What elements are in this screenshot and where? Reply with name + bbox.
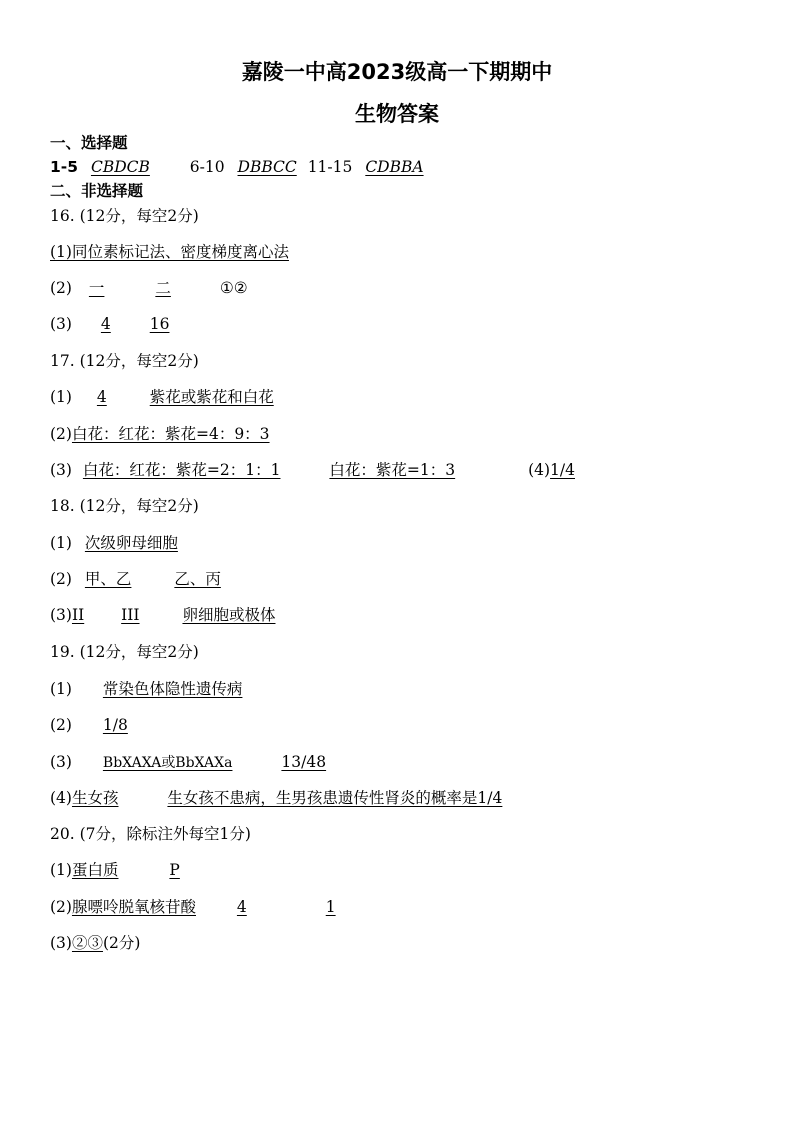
q20-answer-3-text: ②③ bbox=[71, 934, 103, 952]
q20-answer-2c: 1 bbox=[325, 898, 336, 916]
q16-heading: 16. (12分，每空2分) bbox=[50, 207, 199, 225]
q19-part-1-label: (1) bbox=[50, 680, 72, 698]
choice-group-1-label: 1-5 bbox=[50, 158, 79, 176]
q16-answer-2c: ①② bbox=[219, 279, 248, 297]
q20-answer-1b: P bbox=[169, 861, 180, 879]
q20-answer-1a: 蛋白质 bbox=[71, 861, 119, 879]
q20-part-3-label: (3) bbox=[50, 934, 72, 952]
q17-answer-1b: 紫花或紫花和白花 bbox=[149, 388, 274, 406]
q19-answer-4b: 生女孩不患病，生男孩患遗传性肾炎的概率是1/4 bbox=[167, 789, 503, 807]
q16-part-2-label: (2) bbox=[50, 279, 72, 297]
q18-answer-3 bbox=[50, 604, 275, 626]
section-nonchoice-heading: 二、非选择题 bbox=[50, 182, 144, 200]
q18-answer-3b: III bbox=[121, 606, 140, 624]
q17-answer-3a: 白花：红花：紫花=2：1：1 bbox=[82, 461, 281, 479]
page-subtitle: 生物答案 bbox=[355, 102, 439, 126]
choice-group-3-answers: CDBBA bbox=[365, 158, 424, 176]
q17-answer-1a: 4 bbox=[96, 388, 107, 406]
choice-group-2-label: 6-10 bbox=[189, 158, 225, 176]
q19-answer-3b: 13/48 bbox=[281, 753, 327, 771]
q17-part-2-label: (2) bbox=[50, 425, 72, 443]
choice-answers-row bbox=[50, 156, 424, 178]
q16-part-3-label: (3) bbox=[50, 315, 72, 333]
q18-part-3-label: (3) bbox=[50, 606, 72, 624]
page-title: 嘉陵一中高2023级高一下期期中 bbox=[241, 60, 553, 84]
q18-answer-2b: 乙、丙 bbox=[174, 570, 221, 588]
q19-part-4-label: (4) bbox=[50, 789, 72, 807]
q17-heading: 17. (12分，每空2分) bbox=[50, 352, 199, 370]
q18-heading: 18. (12分，每空2分) bbox=[50, 497, 199, 515]
q20-part-1-label: (1) bbox=[50, 861, 72, 879]
q20-answer-3-note: (2分) bbox=[102, 934, 141, 952]
q20-answer-3 bbox=[50, 932, 140, 954]
q19-answer-2-text: 1/8 bbox=[102, 716, 128, 734]
q17-answer-1 bbox=[50, 386, 278, 408]
q17-answer-2-text: 白花：红花：紫花=4：9：3 bbox=[71, 425, 270, 443]
q18-answer-1-text: 次级卵母细胞 bbox=[84, 534, 178, 552]
q20-answer-1 bbox=[50, 859, 180, 881]
q16-answer-2b: 二 bbox=[155, 279, 171, 297]
q17-part-4-label: (4) bbox=[528, 461, 551, 479]
q20-part-2-label: (2) bbox=[50, 898, 72, 916]
q19-answer-4a: 生女孩 bbox=[71, 789, 119, 807]
q16-answer-3a: 4 bbox=[100, 315, 111, 333]
q17-answer-4: 1/4 bbox=[550, 461, 575, 479]
q20-answer-2a: 腺嘌呤脱氧核苷酸 bbox=[71, 898, 196, 916]
q17-part-1-label: (1) bbox=[50, 388, 72, 406]
q17-answer-3b: 白花：紫花=1：3 bbox=[329, 461, 456, 479]
q18-answer-3a: II bbox=[71, 606, 85, 624]
q19-part-2-label: (2) bbox=[50, 716, 72, 734]
q19-answer-4 bbox=[50, 787, 502, 809]
q16-answer-2 bbox=[50, 277, 248, 299]
q18-answer-2 bbox=[50, 568, 225, 590]
q20-heading: 20. (7分，除标注外每空1分) bbox=[50, 825, 251, 843]
q19-heading: 19. (12分，每空2分) bbox=[50, 643, 199, 661]
q19-answer-3 bbox=[50, 751, 326, 773]
q18-answer-2a: 甲、乙 bbox=[84, 570, 132, 588]
q19-answer-1-text: 常染色体隐性遗传病 bbox=[102, 680, 243, 698]
choice-group-3-label: 11-15 bbox=[307, 158, 353, 176]
q18-answer-1 bbox=[50, 532, 182, 554]
q20-answer-2 bbox=[50, 896, 336, 918]
choice-group-2-answers: DBBCC bbox=[237, 158, 297, 176]
q18-answer-3c: 卵细胞或极体 bbox=[182, 606, 276, 624]
q19-answer-3a: BbXAXA或BbXAXa bbox=[102, 755, 233, 771]
choice-group-1-answers: CBDCB bbox=[90, 158, 150, 176]
q18-part-1-label: (1) bbox=[50, 534, 72, 552]
q18-part-2-label: (2) bbox=[50, 570, 72, 588]
q16-answer-1 bbox=[50, 241, 289, 263]
q20-answer-2b: 4 bbox=[236, 898, 247, 916]
q17-answer-2 bbox=[50, 423, 270, 445]
section-choice-heading: 一、选择题 bbox=[50, 134, 128, 152]
q19-answer-1 bbox=[50, 678, 246, 700]
q16-answer-1-text: (1)同位素标记法、密度梯度离心法 bbox=[50, 243, 289, 261]
q19-answer-2 bbox=[50, 714, 128, 736]
q16-answer-3 bbox=[50, 313, 169, 335]
q19-part-3-label: (3) bbox=[50, 753, 72, 771]
q16-answer-3b: 16 bbox=[149, 315, 170, 333]
q16-answer-2a: 一 bbox=[88, 279, 105, 297]
q17-answer-3 bbox=[50, 459, 575, 481]
q17-part-3-label: (3) bbox=[50, 461, 72, 479]
